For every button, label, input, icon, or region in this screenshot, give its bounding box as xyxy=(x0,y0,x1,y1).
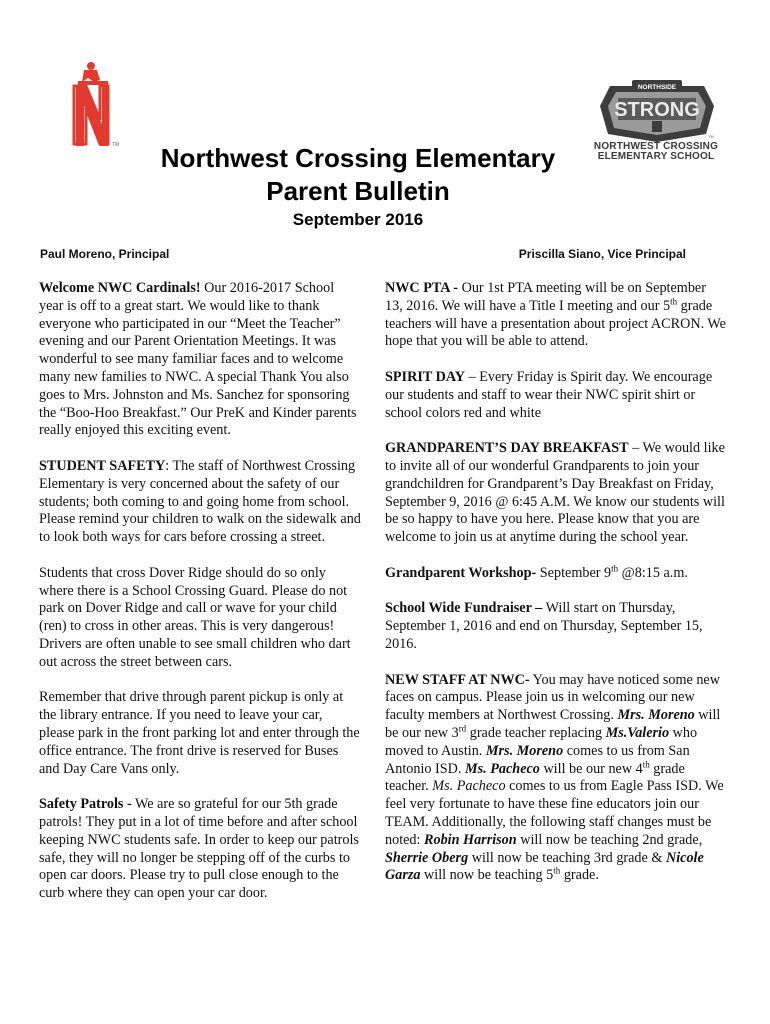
staff-text: will be our new 4 xyxy=(539,760,643,777)
logo-strong-text: STRONG xyxy=(614,99,700,121)
staff-text: grade teacher replacing xyxy=(466,724,606,741)
patrol-text: We are so grateful for our 5th grade patrols! They put in a lot of time before and after school keeping NWC students safe. In order to keep our patrols safe, they will no longer be stepping off of the curbs to open car doors. Please try to pull close enough to the curb where they can open your car door. xyxy=(39,796,359,902)
patrol-heading: Safety Patrols - xyxy=(39,796,132,813)
welcome-section xyxy=(39,280,361,440)
right-tm-mark: TM xyxy=(708,134,714,139)
spirit-section xyxy=(385,369,727,422)
bulletin-title: Parent Bulletin xyxy=(266,176,450,206)
staff-name: Sherrie Oberg xyxy=(385,849,469,866)
staff-name: Mrs. Moreno xyxy=(617,707,695,724)
patrol-section xyxy=(39,796,361,903)
bulletin-date: September 2016 xyxy=(292,210,424,229)
pta-text-2: grade teachers will have a presentation about project ACRON. We hope that you will be able to attend. xyxy=(385,297,726,350)
pta-text-1: Our 1st PTA meeting will be on September 13, 2016. We will have a Title I meeting and our 5 xyxy=(385,280,706,314)
logo-northside-text: NORTHSIDE xyxy=(637,84,677,91)
staff-name: Ms.Valerio xyxy=(605,724,670,741)
grandparent-breakfast-section xyxy=(385,440,727,547)
dover-ridge-paragraph: Students that cross Dover Ridge should do so only where there is a School Crossing Guard. Please do not park on Dover Ridge and call or wave for your child (ren) to cross in other areas. This is very dangerous! Drivers are often unable to see small children who dart out across the street between cars. xyxy=(39,564,351,670)
school-n-logo xyxy=(64,62,126,148)
safety-heading: STUDENT SAFETY xyxy=(39,457,166,474)
new-staff-section xyxy=(385,672,727,886)
logo-caption-line2: ELEMENTARY SCHOOL xyxy=(597,151,715,162)
workshop-text-2: @8:15 a.m. xyxy=(618,564,688,581)
grandparent-breakfast-heading: GRANDPARENT’S DAY BREAKFAST xyxy=(385,440,629,457)
pta-sup: th xyxy=(670,296,678,307)
welcome-heading: Welcome NWC Cardinals! xyxy=(39,280,201,296)
new-staff-heading: NEW STAFF AT NWC- xyxy=(385,671,530,688)
logo-caption-line1: NORTHWEST CROSSING xyxy=(593,141,719,152)
staff-name: Ms. Pacheco xyxy=(432,778,506,795)
staff-text: will now be teaching 5 xyxy=(420,867,554,884)
workshop-heading: Grandparent Workshop- xyxy=(385,564,537,581)
right-column xyxy=(385,280,727,903)
spirit-heading: SPIRIT DAY xyxy=(385,368,466,385)
grandparent-breakfast-text: – We would like to invite all of our wonderful Grandparents to join your grandchildren for Grandparent’s Day Breakfast on Friday, September 9, 2016 @ 6:45 A.M. We know our students will be so happy to have you here. Please know that you are welcome to join us at anytime during the school year. xyxy=(385,440,725,546)
pickup-paragraph: Remember that drive through parent pickup is only at the library entrance. If you need to leave your car, please park in the front parking lot and enter through the office entrance. The front drive is reserved for Buses and Day Care Vans only. xyxy=(39,689,360,777)
staff-sup: th xyxy=(553,865,561,876)
staff-text: will be our new 3 xyxy=(385,707,721,741)
pta-section xyxy=(385,280,727,351)
staff-name: Nicole Garza xyxy=(385,849,704,884)
staff-text: comes to us from San Antonio ISD. xyxy=(385,742,690,777)
welcome-text: Our 2016-2017 School year is off to a great start. We would like to thank everyone who participated in our “Meet the Teacher” evening and our Parent Orientation Meetings. It was wonderful to see many familiar faces and to welcome many new families to NWC. A special Thank You also goes to Mrs. Johnston and Ms. Sanchez for sponsoring the “Boo-Hoo Breakfast.” Our PreK and Kinder parents really enjoyed this exciting event. xyxy=(39,280,357,439)
fundraiser-heading: School Wide Fundraiser – xyxy=(385,600,543,617)
bulletin-title-school: Northwest Crossing Elementary xyxy=(160,143,556,173)
staff-sup: rd xyxy=(458,723,467,734)
workshop-sup: th xyxy=(611,563,619,574)
fundraiser-text: Will start on Thursday, September 1, 2016 and end on Thursday, September 15, 2016. xyxy=(385,600,703,652)
staff-name: Ms. Pacheco xyxy=(465,760,540,777)
workshop-section xyxy=(385,565,727,583)
staff-sup: th xyxy=(642,758,650,769)
spirit-text: – Every Friday is Spirit day. We encourage our students and staff to wear their NWC spirit shirt or school colors red and white xyxy=(385,368,713,421)
pta-heading: NWC PTA - xyxy=(385,280,459,296)
safety-section xyxy=(39,458,361,547)
staff-text: grade teacher. xyxy=(385,760,685,795)
vice-principal-name: Priscilla Siano, Vice Principal xyxy=(518,247,686,261)
staff-text: comes to us from Eagle Pass ISD. We feel very fortunate to have these fine educators join our TEAM. Additionally, the following staff changes must be noted: xyxy=(385,778,724,848)
workshop-text-1: September 9 xyxy=(536,564,612,581)
staff-name: Robin Harrison xyxy=(424,831,517,848)
staff-text: will now be teaching 3rd grade & xyxy=(468,849,666,866)
left-column xyxy=(39,280,361,921)
staff-text: who moved to Austin. xyxy=(385,724,698,759)
left-tm-mark: TM xyxy=(112,142,120,148)
fundraiser-section xyxy=(385,600,727,653)
staff-name: Mrs. Moreno xyxy=(485,742,564,759)
staff-text: will now be teaching 2nd grade, xyxy=(516,831,703,848)
staff-text: You may have noticed some new faces on campus. Please join us in welcoming our new faculty members at Northwest Crossing. xyxy=(385,671,720,724)
staff-text: grade. xyxy=(560,867,599,884)
principal-name: Paul Moreno, Principal xyxy=(40,247,170,261)
safety-text: : The staff of Northwest Crossing Elementary is very concerned about the safety of our students; both coming to and going home from school. Please remind your children to walk on the sidewalk and to look both ways for cars before crossing a street. xyxy=(39,457,361,546)
